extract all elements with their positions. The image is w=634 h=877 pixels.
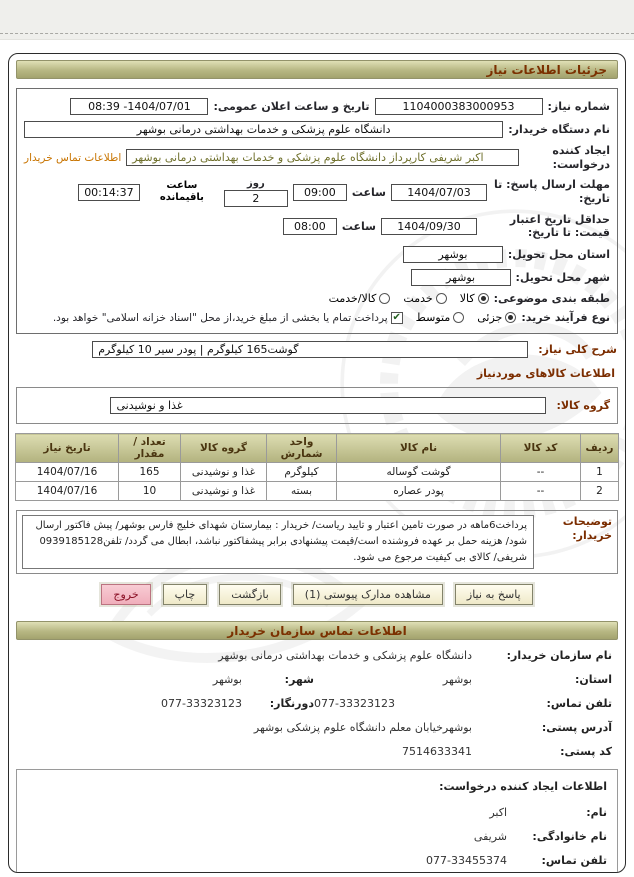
contact-province-city-row	[22, 673, 612, 686]
table-row	[16, 482, 619, 501]
exit-button[interactable]: خروج	[101, 584, 150, 605]
buyer-notes-label: توضیحات خریدار:	[562, 515, 612, 543]
contact-address-value: بوشهرخیابان معلم دانشگاه علوم پزشکی بوشهر	[253, 721, 472, 734]
remaining-days-stack	[224, 178, 288, 207]
announce-datetime-value: 08:39 -1404/07/01	[70, 98, 208, 115]
section-header-buyer-contact	[16, 621, 618, 640]
radio-label-medium: متوسط	[415, 311, 451, 324]
contact-fax-value: 077-33323123	[161, 697, 242, 710]
creator-phone-label: تلفن تماس:	[541, 854, 607, 867]
deadline-time-value: 09:00	[293, 184, 347, 201]
table-cell: --	[501, 482, 581, 501]
need-number-value: 1104000383000953	[375, 98, 543, 115]
column-header: تاریخ نیاز	[16, 434, 119, 463]
contact-org-label: نام سازمان خریدار:	[506, 649, 612, 662]
need-number-label: شماره نیاز:	[547, 100, 610, 113]
radio-label-goods-service: کالا/خدمت	[328, 292, 377, 305]
contact-phone-fax-row	[22, 697, 612, 710]
table-cell: 2	[581, 482, 619, 501]
contact-postal-row	[22, 745, 612, 758]
creator-family-value: شریفی	[473, 830, 507, 843]
row-purchase-process	[24, 311, 610, 324]
contact-city-label: شهر:	[284, 673, 314, 686]
price-validity-label: حداقل تاریخ اعتبار قیمت: تا تاریخ:	[509, 212, 610, 240]
table-cell: غذا و نوشیدنی	[181, 482, 267, 501]
request-creator-section	[16, 769, 618, 873]
creator-phone-value: 077-33455374	[426, 854, 507, 867]
announce-datetime-label: تاریخ و ساعت اعلان عمومی:	[213, 100, 370, 113]
buyer-notes-text: پرداخت6ماهه در صورت تامین اعتبار و تایید ریاست/ خریدار : بیمارستان شهدای خلیج فارس بوشهر/ پیش فاکتور ارسال شود/ هزینه حمل بر عهده فروشنده است/قیمت پیشنهادی برابر پیشفاکتور نباشد، ابطال می گردد/ تلفن0939185128 شریفی/ کالای بی کیفیت مرجوع می شود.	[22, 515, 534, 569]
goods-group-value: غذا و نوشیدنی	[110, 397, 546, 414]
row-delivery-city	[24, 269, 610, 286]
column-header: تعداد / مقدار	[119, 434, 181, 463]
delivery-city-label: شهر محل تحویل:	[515, 271, 610, 284]
radio-icon-minor[interactable]	[505, 312, 516, 323]
table-cell: غذا و نوشیدنی	[181, 463, 267, 482]
table-cell: گوشت گوساله	[337, 463, 501, 482]
remaining-days-value: 2	[224, 190, 288, 207]
radio-icon-service[interactable]	[436, 293, 447, 304]
column-header: ردیف	[581, 434, 619, 463]
validity-date-value: 1404/09/30	[381, 218, 477, 235]
response-deadline-label: مهلت ارسال پاسخ: تا تاریخ:	[494, 178, 610, 205]
section-title-need-details: جزئیات اطلاعات نیاز	[486, 63, 607, 77]
back-button[interactable]: بازگشت	[219, 584, 281, 605]
table-cell: 1	[581, 463, 619, 482]
view-attachments-button[interactable]: مشاهده مدارک پیوستی (1)	[293, 584, 443, 605]
radio-option-goods[interactable]	[460, 292, 489, 305]
radio-label-service: خدمت	[403, 292, 433, 305]
contact-province-value: بوشهر	[442, 673, 472, 686]
creator-family-row	[27, 830, 607, 843]
column-header: واحد شمارش	[267, 434, 337, 463]
table-cell: کیلوگرم	[267, 463, 337, 482]
goods-group-box	[16, 387, 618, 424]
delivery-city-value: بوشهر	[411, 269, 511, 286]
deadline-date-value: 1404/07/03	[391, 184, 487, 201]
radio-label-minor: جزئی	[477, 311, 503, 324]
row-subject-category	[24, 292, 610, 305]
goods-section-title: اطلاعات کالاهای موردنیاز	[476, 367, 615, 380]
goods-table	[15, 433, 619, 501]
table-cell: --	[501, 463, 581, 482]
contact-org-value: دانشگاه علوم پزشکی و خدمات بهداشتی درمانی بوشهر	[218, 649, 472, 662]
creator-family-label: نام خانوادگی:	[532, 830, 607, 843]
radio-option-minor[interactable]	[477, 311, 516, 324]
contact-postal-value: 7514633341	[402, 745, 472, 758]
remaining-hours-value: 00:14:37	[78, 184, 140, 201]
radio-icon-goods[interactable]	[478, 293, 489, 304]
column-header: گروه کالا	[181, 434, 267, 463]
section-title-buyer-contact: اطلاعات تماس سازمان خریدار	[227, 624, 407, 638]
goods-table-header-row	[16, 434, 619, 463]
buyer-org-value: دانشگاه علوم پزشکی و خدمات بهداشتی درمانی بوشهر	[24, 121, 503, 138]
row-request-creator	[24, 144, 610, 172]
contact-org-row	[22, 649, 612, 662]
buyer-notes-box	[16, 510, 618, 574]
row-response-deadline	[24, 178, 610, 207]
contact-postal-label: کد پستی:	[560, 745, 612, 758]
goods-table-body	[16, 463, 619, 501]
treasury-checkbox-label: پرداخت تمام یا بخشی از مبلغ خرید،از محل "اسناد خزانه اسلامی" خواهد بود.	[52, 311, 388, 324]
radio-icon-goods-service[interactable]	[379, 293, 390, 304]
delivery-province-label: استان محل تحویل:	[507, 248, 610, 261]
validity-hour-label: ساعت	[341, 219, 376, 233]
table-cell: پودر عصاره	[337, 482, 501, 501]
table-row	[16, 463, 619, 482]
request-creator-label: ایجاد کننده درخواست:	[552, 144, 610, 171]
respond-button[interactable]: پاسخ به نیاز	[455, 584, 533, 605]
creator-name-value: اکبر	[489, 806, 507, 819]
remaining-hours-label: ساعت باقیمانده	[159, 180, 204, 203]
radio-label-goods: کالا	[459, 292, 475, 305]
table-cell: 1404/07/16	[16, 463, 119, 482]
radio-option-service[interactable]	[403, 292, 446, 305]
need-info-form	[16, 88, 618, 334]
row-price-validity	[24, 213, 610, 241]
remaining-days-label: روز	[247, 177, 265, 189]
need-summary-value: گوشت165 کیلوگرم | پودر سیر 10 کیلوگرم	[92, 341, 528, 358]
delivery-province-value: بوشهر	[403, 246, 503, 263]
row-delivery-province	[24, 246, 610, 263]
table-cell: 165	[119, 463, 181, 482]
contact-city-value: بوشهر	[212, 673, 242, 686]
row-need-number	[24, 98, 610, 115]
radio-icon-medium[interactable]	[453, 312, 464, 323]
creator-name-row	[27, 806, 607, 819]
contact-fax-label: دورنگار:	[269, 697, 314, 710]
radio-option-goods-service[interactable]	[329, 292, 391, 305]
request-creator-title: اطلاعات ایجاد کننده درخواست:	[439, 780, 607, 793]
request-creator-value: اکبر شریفی کارپرداز دانشگاه علوم پزشکی و خدمات بهداشتی درمانی بوشهر	[126, 149, 519, 166]
page-top-area	[0, 0, 634, 40]
action-buttons	[15, 584, 619, 605]
need-summary-row	[17, 341, 617, 358]
subject-category-label: طبقه بندی موضوعی:	[493, 292, 610, 305]
buyer-contact-link[interactable]: اطلاعات تماس خریدار	[24, 151, 122, 164]
buyer-contact-section	[15, 649, 619, 758]
column-header: کد کالا	[501, 434, 581, 463]
main-panel	[8, 53, 626, 873]
validity-time-value: 08:00	[283, 218, 337, 235]
creator-name-label: نام:	[586, 806, 607, 819]
section-header-need-details	[16, 60, 618, 79]
column-header: نام کالا	[337, 434, 501, 463]
creator-phone-row	[27, 854, 607, 867]
deadline-hour-label: ساعت	[351, 185, 386, 199]
treasury-checkbox-icon[interactable]	[391, 312, 403, 324]
contact-address-row	[22, 721, 612, 734]
need-summary-label: شرح کلی نیاز:	[538, 343, 617, 356]
row-buyer-org	[24, 121, 610, 138]
print-button[interactable]: چاپ	[163, 584, 208, 605]
treasury-checkbox-option[interactable]	[53, 312, 403, 324]
buyer-org-label: نام دستگاه خریدار:	[508, 123, 610, 136]
goods-group-label: گروه کالا:	[556, 399, 610, 412]
table-cell: 1404/07/16	[16, 482, 119, 501]
table-cell: بسته	[267, 482, 337, 501]
radio-option-medium[interactable]	[416, 311, 465, 324]
purchase-process-label: نوع فرآیند خرید:	[521, 311, 610, 324]
contact-province-label: استان:	[575, 673, 612, 686]
contact-phone-value: 077-33323123	[314, 697, 395, 710]
table-cell: 10	[119, 482, 181, 501]
contact-phone-label: تلفن تماس:	[546, 697, 612, 710]
contact-address-label: آدرس پستی:	[541, 721, 612, 734]
